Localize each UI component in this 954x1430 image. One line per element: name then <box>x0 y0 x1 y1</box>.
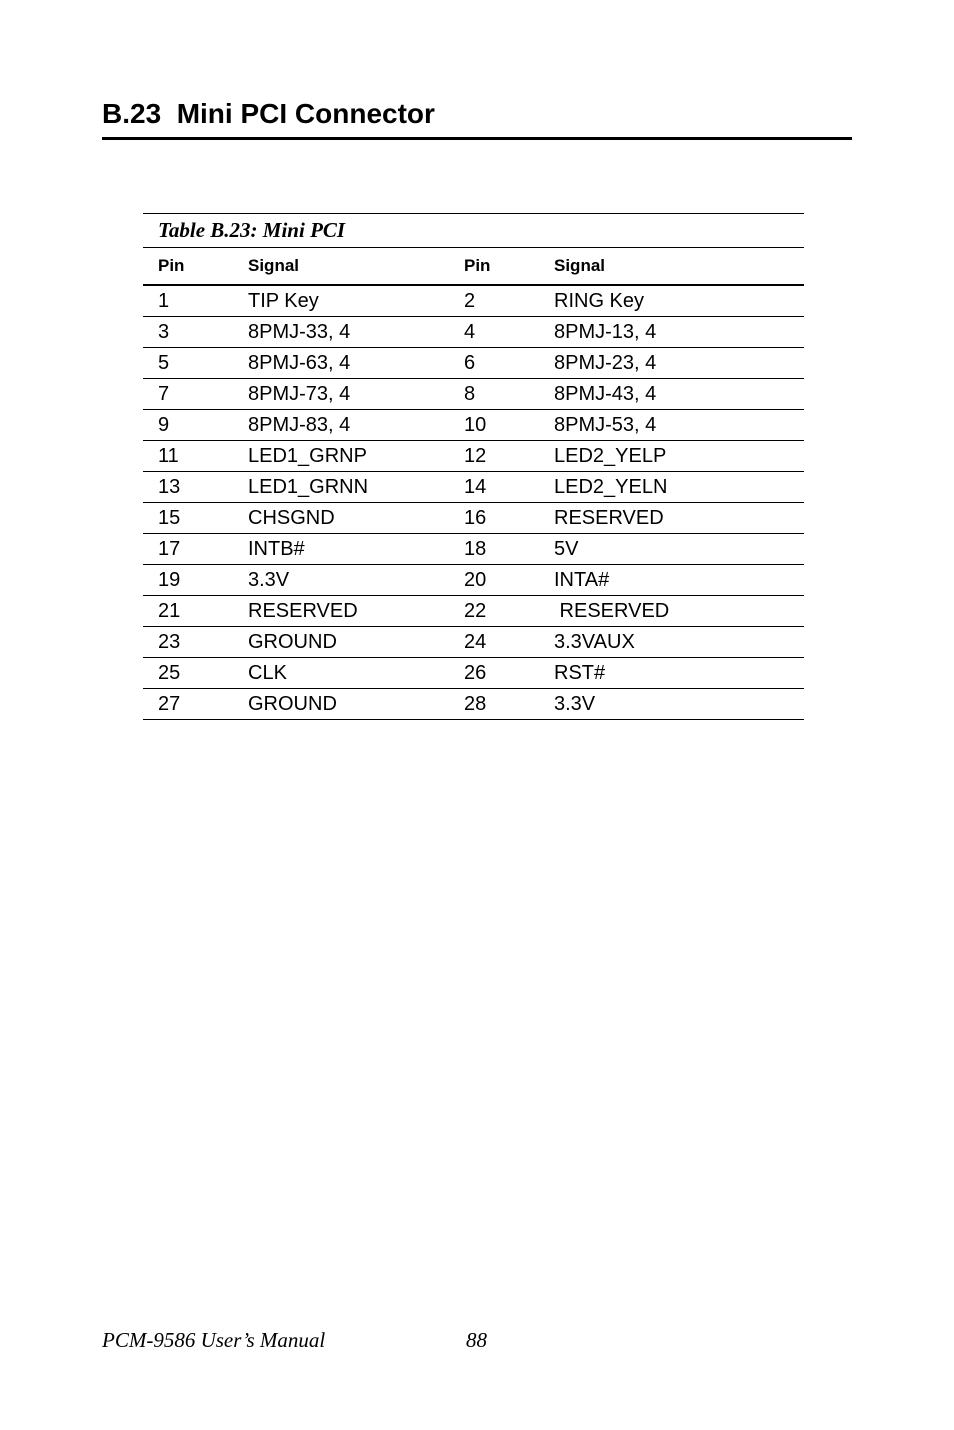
cell-signal-right: RST# <box>539 658 804 689</box>
header-signal-right: Signal <box>539 248 804 285</box>
cell-pin-left: 11 <box>143 441 233 472</box>
cell-signal-right: 8PMJ-23, 4 <box>539 348 804 379</box>
cell-pin-right: 8 <box>449 379 539 410</box>
header-signal-left: Signal <box>233 248 449 285</box>
footer-manual-title: PCM-9586 User’s Manual <box>102 1328 326 1352</box>
cell-signal-left: 8PMJ-83, 4 <box>233 410 449 441</box>
cell-pin-right: 6 <box>449 348 539 379</box>
cell-signal-right: 8PMJ-53, 4 <box>539 410 804 441</box>
heading-rule <box>102 137 852 140</box>
cell-pin-left: 15 <box>143 503 233 534</box>
cell-pin-left: 13 <box>143 472 233 503</box>
cell-signal-left: 3.3V <box>233 565 449 596</box>
cell-signal-left: CHSGND <box>233 503 449 534</box>
table-row <box>143 379 804 410</box>
table-row <box>143 410 804 441</box>
table-row <box>143 627 804 658</box>
pinout-table <box>143 248 804 720</box>
table-row <box>143 689 804 720</box>
cell-signal-right: RESERVED <box>539 596 804 627</box>
cell-pin-left: 23 <box>143 627 233 658</box>
cell-pin-right: 14 <box>449 472 539 503</box>
cell-signal-right: 8PMJ-13, 4 <box>539 317 804 348</box>
pinout-table-container <box>143 213 804 720</box>
table-body <box>143 285 804 720</box>
cell-signal-right: 3.3VAUX <box>539 627 804 658</box>
footer-page-number: 88 <box>466 1328 487 1352</box>
cell-signal-left: CLK <box>233 658 449 689</box>
cell-signal-right: RESERVED <box>539 503 804 534</box>
section-heading: B.23 Mini PCI Connector <box>102 98 435 129</box>
cell-signal-left: LED1_GRNN <box>233 472 449 503</box>
table-row <box>143 658 804 689</box>
cell-pin-right: 12 <box>449 441 539 472</box>
cell-pin-right: 22 <box>449 596 539 627</box>
cell-pin-right: 24 <box>449 627 539 658</box>
table-row <box>143 534 804 565</box>
cell-pin-left: 17 <box>143 534 233 565</box>
cell-signal-left: GROUND <box>233 689 449 720</box>
header-pin-left: Pin <box>143 248 233 285</box>
table-caption: Table B.23: Mini PCI <box>143 213 804 248</box>
cell-pin-right: 28 <box>449 689 539 720</box>
cell-pin-left: 3 <box>143 317 233 348</box>
cell-signal-left: 8PMJ-73, 4 <box>233 379 449 410</box>
header-pin-right: Pin <box>449 248 539 285</box>
cell-signal-right: 8PMJ-43, 4 <box>539 379 804 410</box>
cell-signal-right: RING Key <box>539 285 804 317</box>
cell-signal-right: INTA# <box>539 565 804 596</box>
table-row <box>143 441 804 472</box>
cell-pin-right: 2 <box>449 285 539 317</box>
cell-signal-left: GROUND <box>233 627 449 658</box>
cell-pin-left: 9 <box>143 410 233 441</box>
cell-signal-left: LED1_GRNP <box>233 441 449 472</box>
cell-pin-left: 7 <box>143 379 233 410</box>
cell-pin-left: 19 <box>143 565 233 596</box>
cell-pin-left: 27 <box>143 689 233 720</box>
cell-pin-right: 16 <box>449 503 539 534</box>
table-row <box>143 565 804 596</box>
table-row <box>143 285 804 317</box>
table-header-row <box>143 248 804 285</box>
cell-signal-left: 8PMJ-63, 4 <box>233 348 449 379</box>
cell-signal-left: TIP Key <box>233 285 449 317</box>
cell-signal-right: LED2_YELP <box>539 441 804 472</box>
table-row <box>143 348 804 379</box>
cell-pin-right: 4 <box>449 317 539 348</box>
cell-pin-left: 21 <box>143 596 233 627</box>
cell-signal-right: 5V <box>539 534 804 565</box>
cell-pin-left: 5 <box>143 348 233 379</box>
table-row <box>143 596 804 627</box>
table-row <box>143 472 804 503</box>
cell-pin-right: 10 <box>449 410 539 441</box>
cell-signal-left: 8PMJ-33, 4 <box>233 317 449 348</box>
cell-signal-right: LED2_YELN <box>539 472 804 503</box>
cell-pin-right: 20 <box>449 565 539 596</box>
cell-signal-left: INTB# <box>233 534 449 565</box>
table-row <box>143 503 804 534</box>
cell-pin-left: 25 <box>143 658 233 689</box>
cell-pin-right: 18 <box>449 534 539 565</box>
cell-pin-right: 26 <box>449 658 539 689</box>
cell-signal-left: RESERVED <box>233 596 449 627</box>
cell-pin-left: 1 <box>143 285 233 317</box>
cell-signal-right: 3.3V <box>539 689 804 720</box>
table-row <box>143 317 804 348</box>
